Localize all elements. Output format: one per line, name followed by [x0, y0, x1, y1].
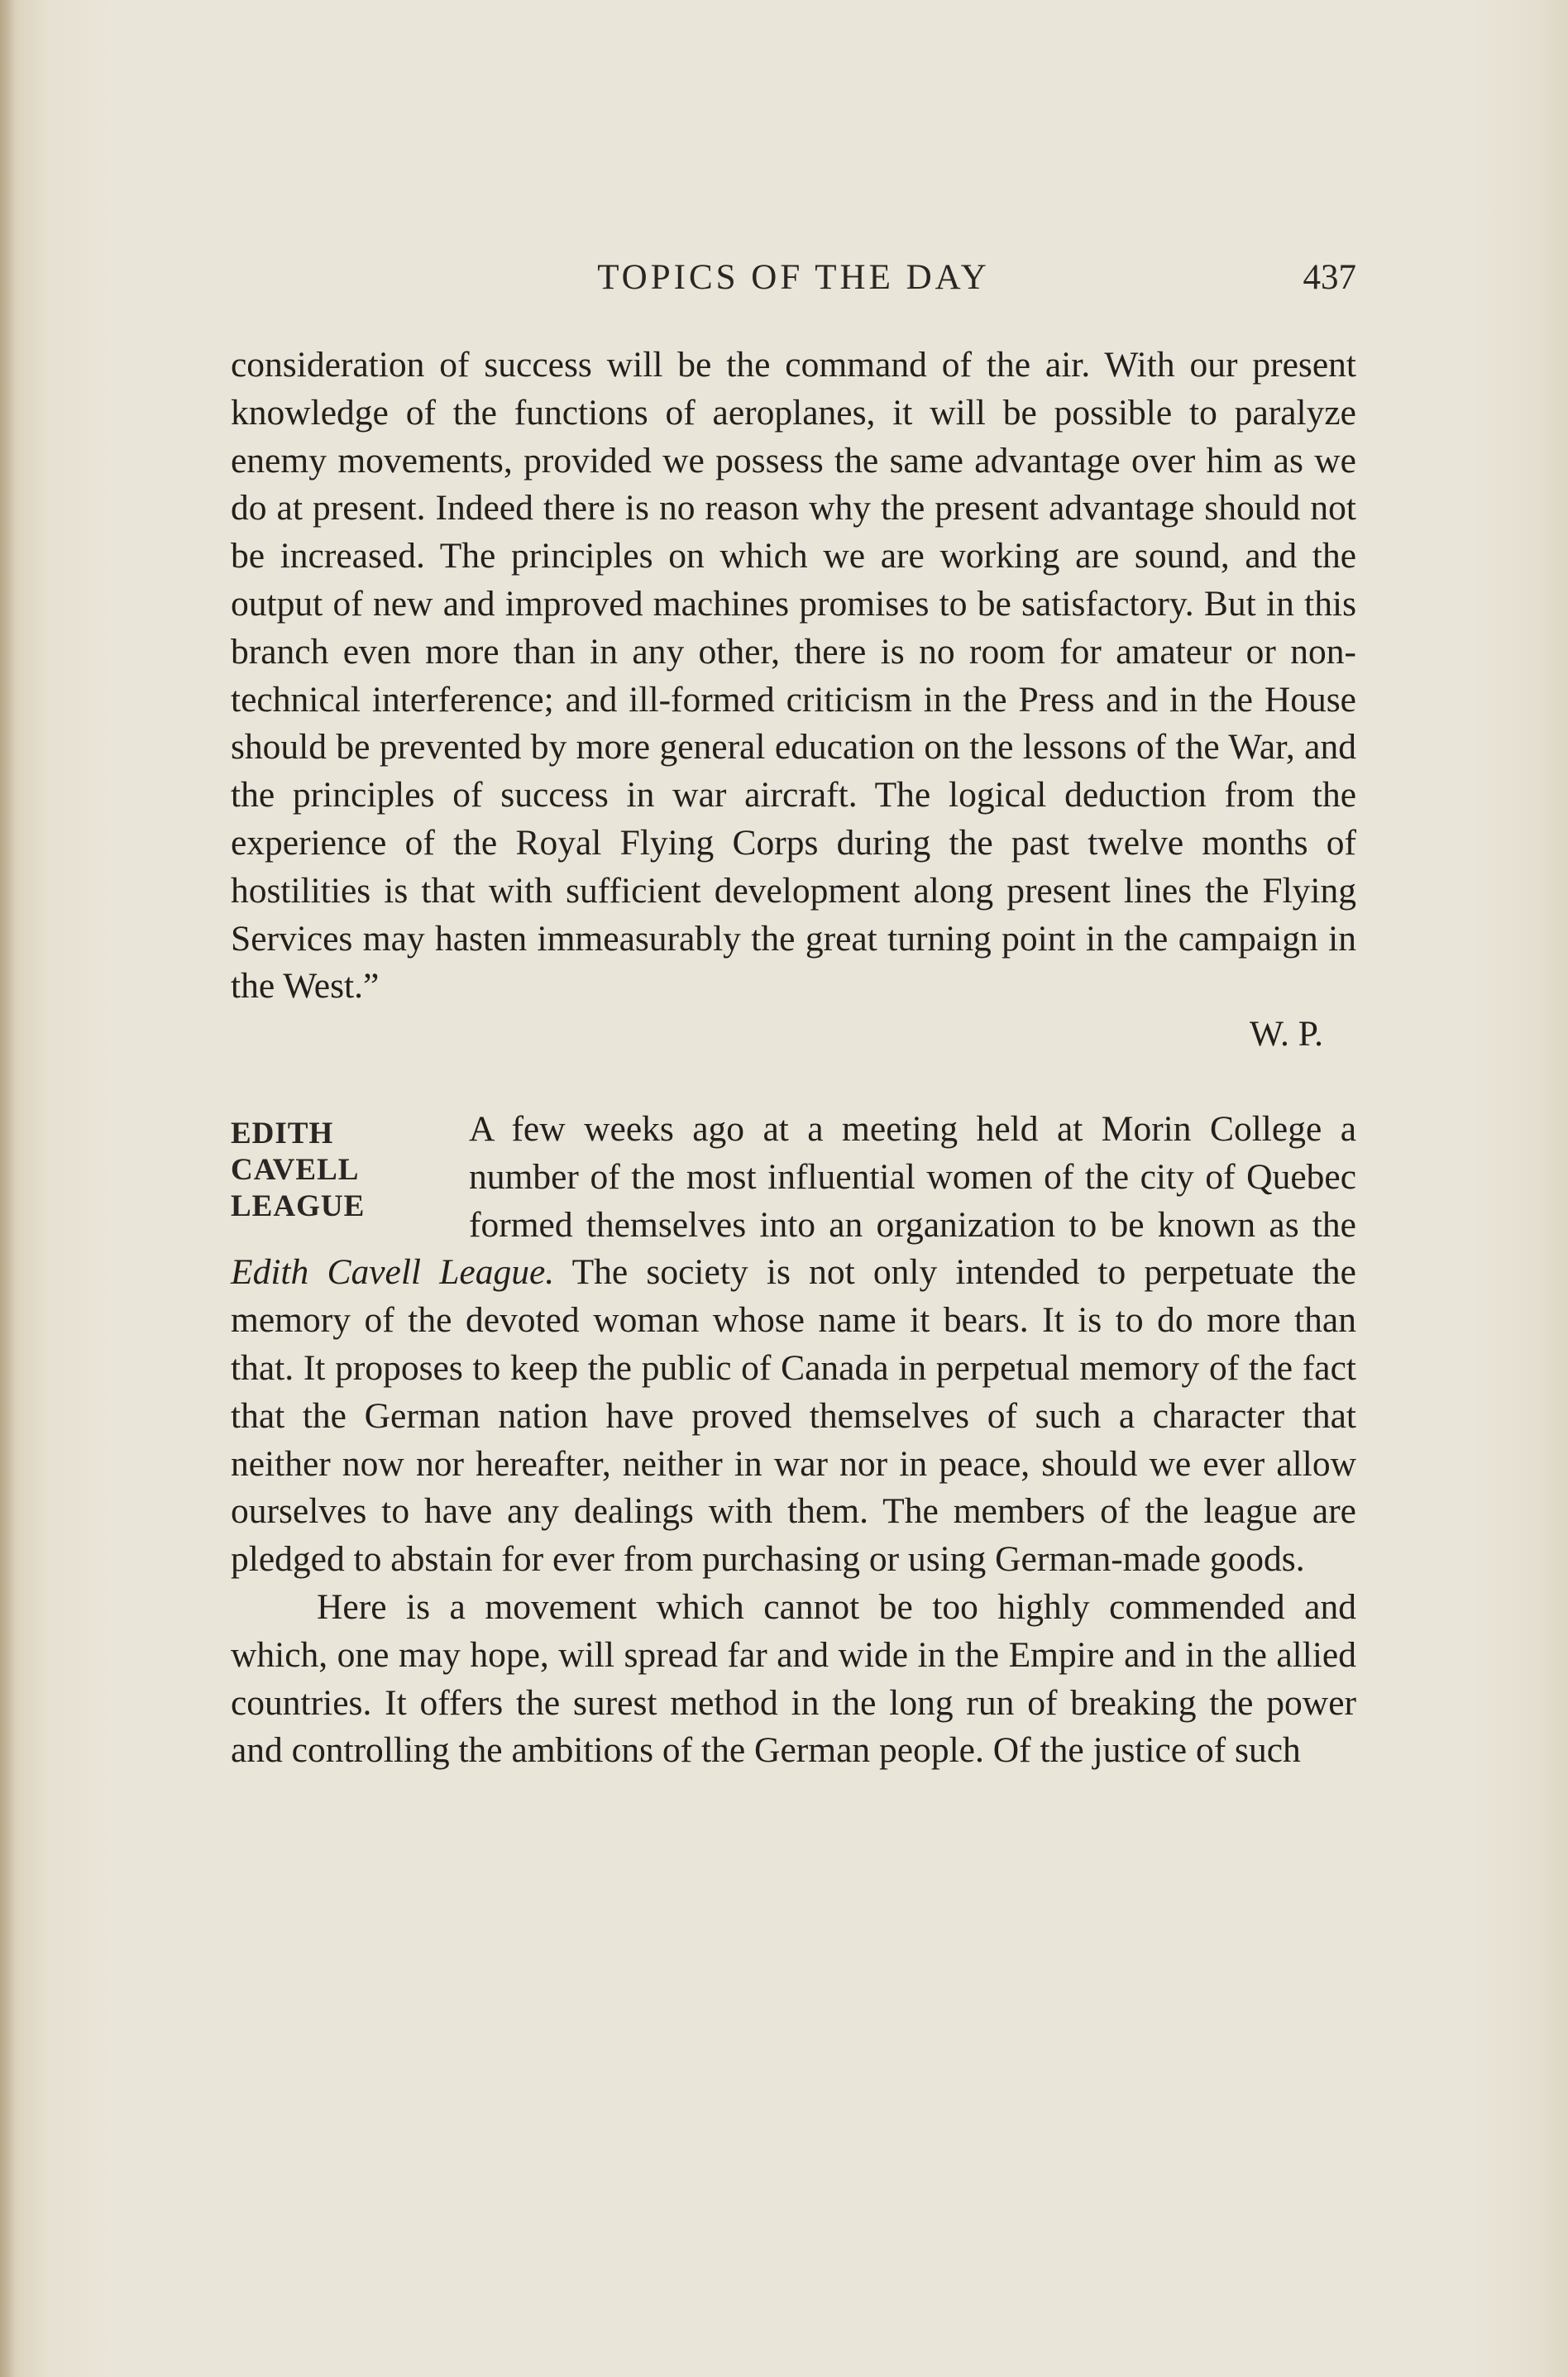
sidenote-line: CAVELL	[231, 1152, 360, 1187]
league-name-italic: Edith Cavell League.	[231, 1252, 555, 1293]
sidenote-line: LEAGUE	[231, 1188, 366, 1223]
paragraph-text: A few weeks ago at a meeting held at Morin College a number of the most influential women of the city of Quebec formed themselves into an organization to be known as the	[469, 1108, 1356, 1245]
paragraph-text: The society is not only intended to perpetuate the memory of the devoted woman whose name it bears. It is to do more than that. It proposes to keep the public of Canada in perpetual memory of the fact that the German nation have proved themselves of such a character that neither now nor hereafter, neither in war nor in peace, should we ever allow ourselves to have any dealings with them. The members of the league are pledged to abstain for ever from purchasing or using German-made goods.	[231, 1252, 1356, 1580]
page-number: 437	[1303, 258, 1356, 297]
signature: W. P.	[1249, 1014, 1323, 1055]
running-head	[231, 253, 1356, 303]
section-paragraph-2: Here is a movement which cannot be too highly commended and which, one may hope, will spread far and wide in the Empire and in the allied countries. It offers the surest method in the long run of breaking the power and controlling the ambitions of the German people. Of the justice of such	[231, 1586, 1356, 1771]
section-gap	[231, 1059, 1356, 1106]
spine-shadow	[0, 0, 15, 2377]
body-text	[231, 342, 1356, 1775]
running-title: TOPICS OF THE DAY	[597, 258, 990, 297]
sidenote-line: EDITH	[231, 1116, 334, 1150]
continuation-paragraph: consideration of success will be the command of the air. With our present knowledge of the functions of aeroplanes, it will be possible to paralyze enemy movements, provided we possess the same advantage over him as we do at present. Indeed there is no reason why the present advantage should not be increased. The principles on which we are working are sound, and the output of new and improved machines promises to be satisfactory. But in this branch even more than in any other, there is no room for amateur or non-technical interference; and ill-formed criticism in the Press and in the House should be prevented by more general education on the lessons of the War, and the principles of success in war aircraft. The logical deduction from the experience of the Royal Flying Corps during the past twelve months of hostilities is that with sufficient development along present lines the Flying Services may hasten immeasurably the great turning point in the campaign in the West.”	[231, 345, 1356, 1007]
section-sidenote	[231, 1116, 446, 1225]
